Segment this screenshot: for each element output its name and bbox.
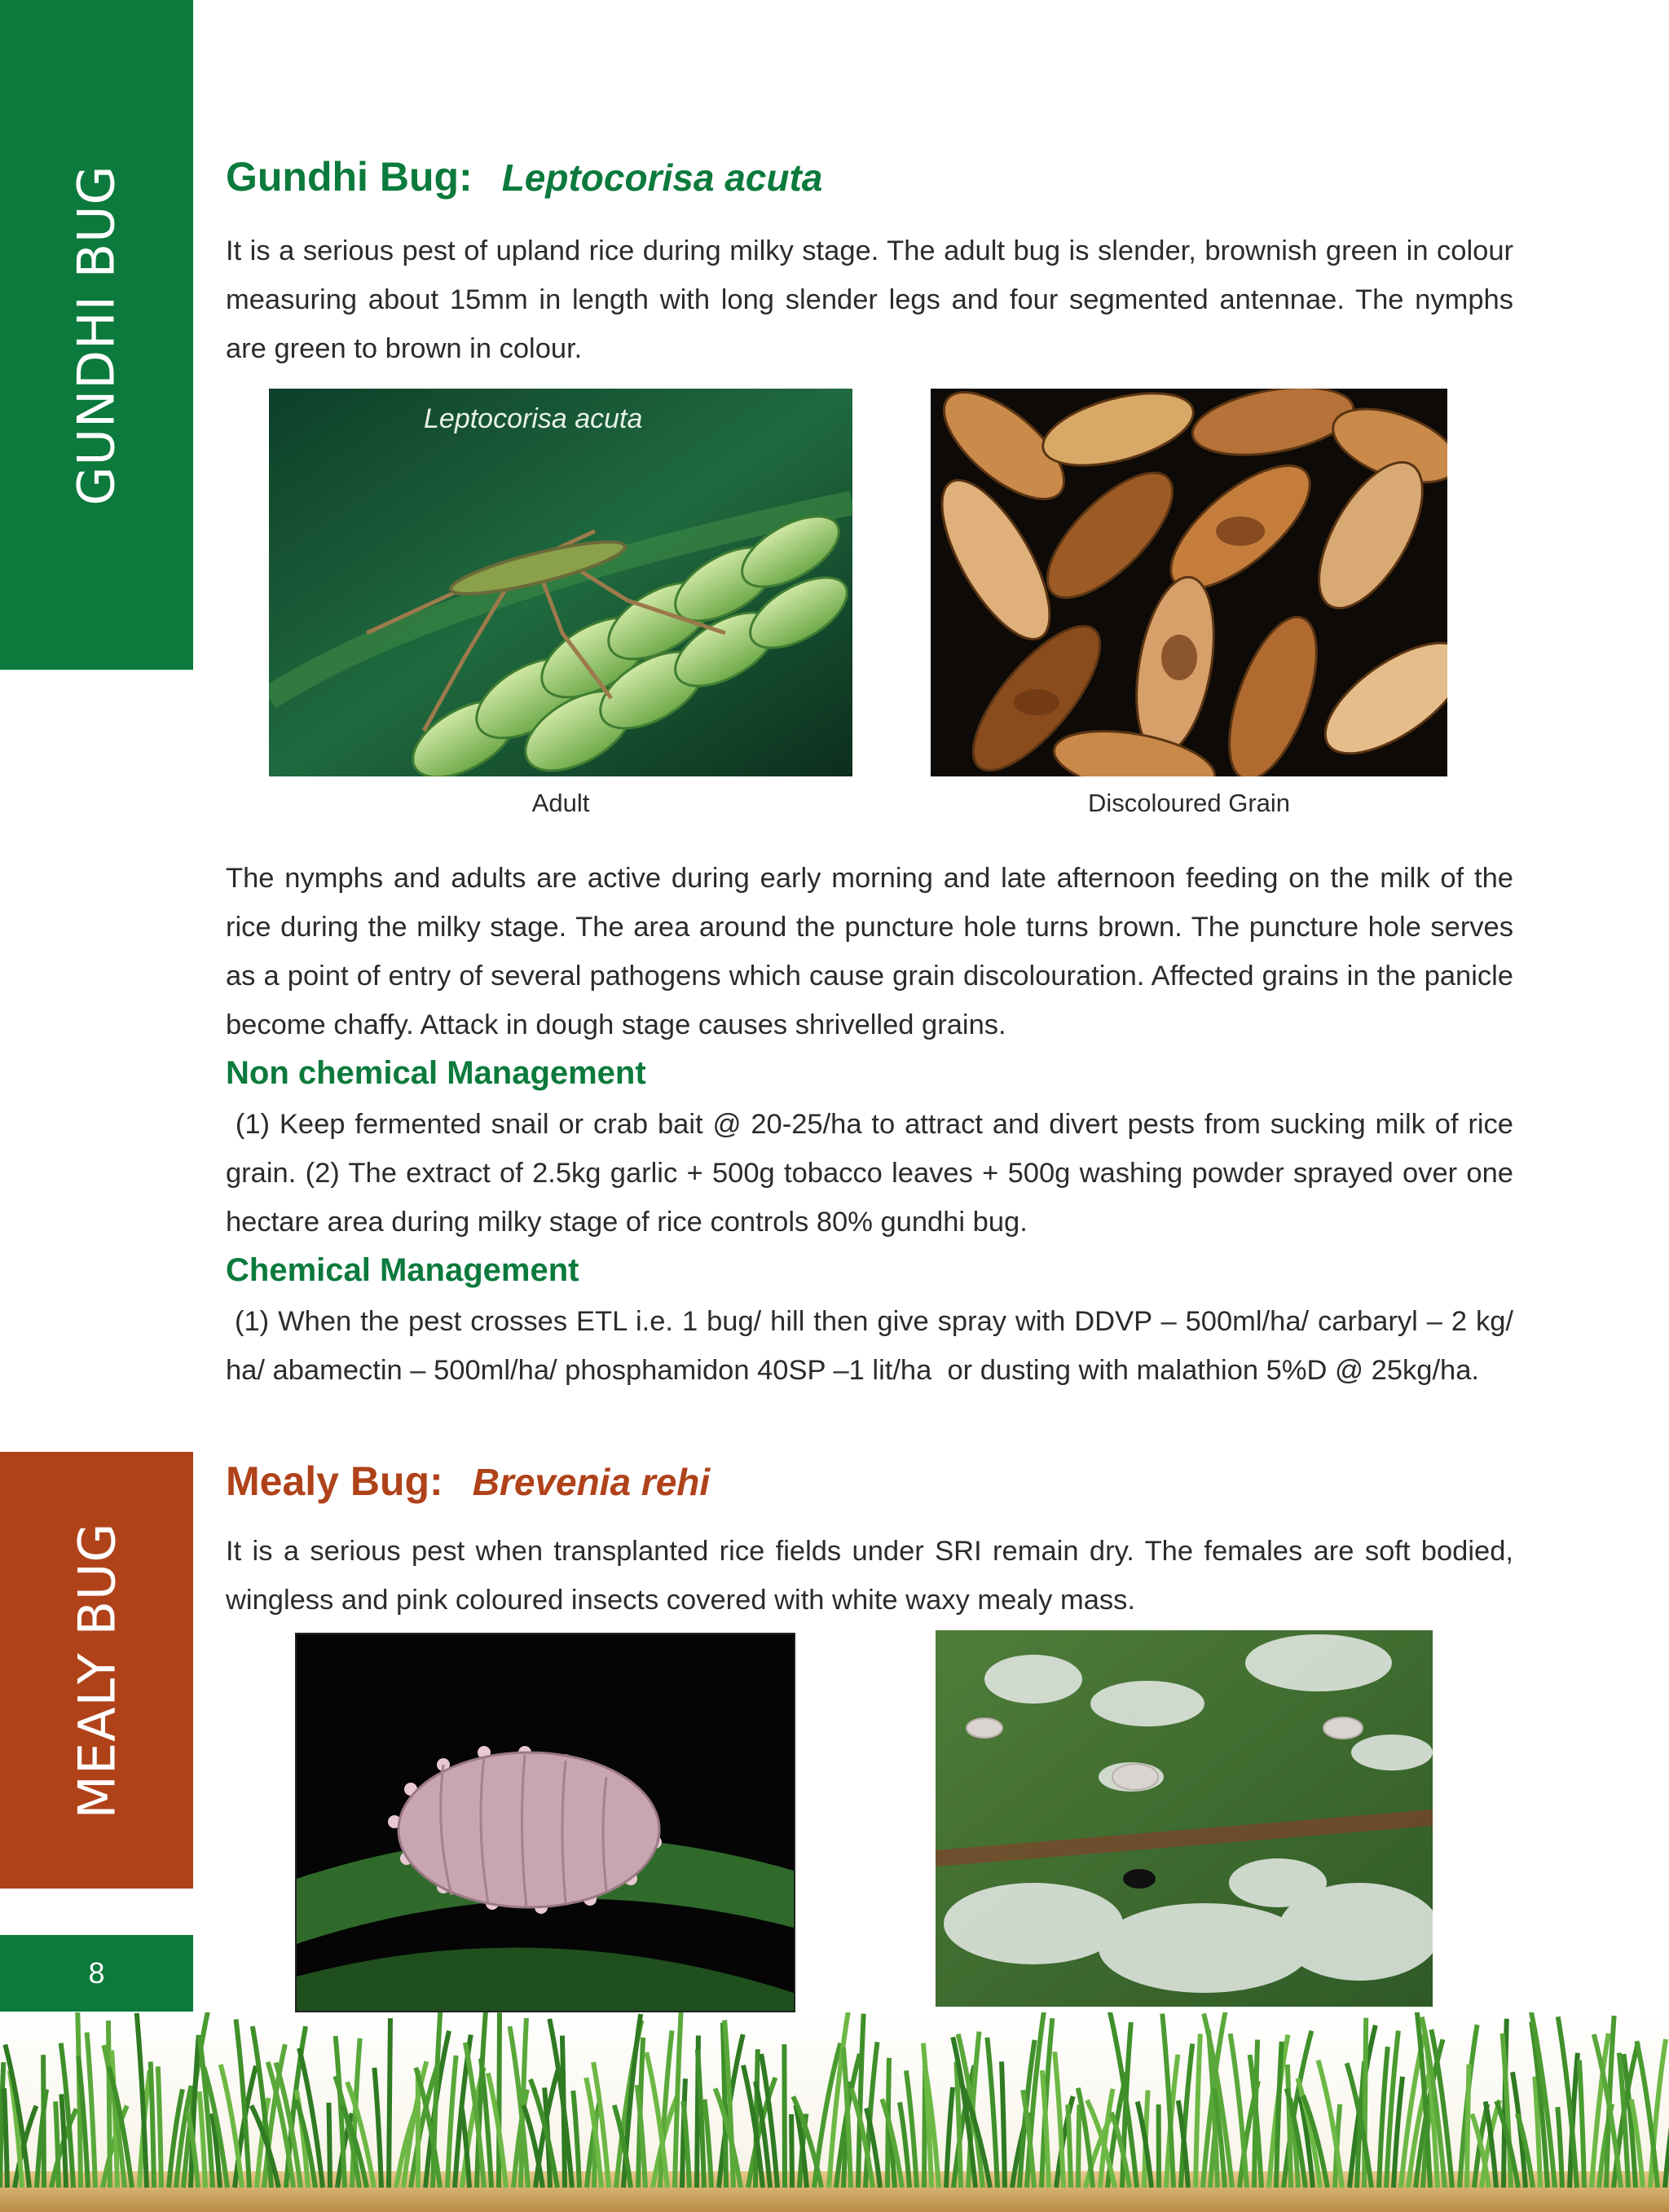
- mealy-heading: [226, 1458, 1513, 1504]
- grass-blade: [1002, 2061, 1005, 2188]
- rice-field-decoration: [0, 2012, 1669, 2212]
- grass-blade: [1068, 2104, 1071, 2188]
- scientific-name: Leptocorisa acuta: [501, 156, 823, 199]
- grass-blade: [55, 2101, 59, 2188]
- caption-discoloured-grain: Discoloured Grain: [1087, 789, 1291, 817]
- side-tab-label: MEALY BUG: [67, 1522, 126, 1818]
- grass-blade: [1467, 2065, 1469, 2188]
- side-tab-mealy-bug: [0, 1452, 193, 1889]
- side-tab-gundhi-bug: [0, 0, 193, 670]
- mealy-intro: It is a serious pest when transplanted rice fields under SRI remain dry. The females are soft bodied, wingless and pink coloured insects covered with white waxy mealy mass.: [226, 1536, 1513, 1616]
- non-chemical-text: (1) Keep fermented snail or crab bait @ 20-25/ha to attract and divert pests from sucking milk of rice grain. (2) The extract of 2.5kg garlic + 500g tobacco leaves + 500g washing powder sprayed over one hectare area during milky stage of rice controls 80% gundhi bug.: [226, 1109, 1513, 1238]
- photo-overlay-label: Leptocorisa acuta: [424, 403, 643, 434]
- grass-blade: [389, 2018, 390, 2188]
- grass-blade: [784, 2044, 785, 2188]
- gundhi-heading: [226, 154, 1513, 200]
- photo-adult-bug: [269, 389, 852, 776]
- non-chemical-heading: Non chemical Management: [226, 1055, 646, 1091]
- photo-discoloured-grain: [931, 389, 1447, 776]
- grass-blade: [1078, 2104, 1079, 2188]
- chemical-text: (1) When the pest crosses ETL i.e. 1 bug/ hill then give spray with DDVP – 500ml/ha/ carbaryl – 2 kg/ ha/ abamectin – 500ml/ha/ phosphamidon 40SP –1 lit/ha or dusting with malathion 5%D @ 25kg/ha.: [226, 1306, 1513, 1386]
- grass-blade: [791, 2114, 792, 2188]
- grass-blade: [108, 2021, 110, 2188]
- caption-adult: Adult: [531, 789, 590, 817]
- grass-blade: [4, 2088, 7, 2188]
- grass-blade: [499, 2012, 500, 2188]
- photo-adult-female: [295, 1633, 795, 2012]
- grass-blade: [43, 2055, 44, 2188]
- section-title: Mealy Bug:: [226, 1458, 443, 1504]
- section-title: Gundhi Bug:: [226, 154, 473, 200]
- gundhi-damage-text: The nymphs and adults are active during early morning and late afternoon feeding on the milk of the rice during the milky stage. The area around the puncture hole turns brown. The puncture hole serves as a point of entry of several pathogens which cause grain discolouration. Affected grains in the panicle become chaffy. Attack in dough stage causes shrivelled grains.: [226, 863, 1513, 1040]
- grass-blade: [328, 2103, 330, 2188]
- side-tab-label: GUNDHI BUG: [67, 164, 126, 506]
- chemical-heading: Chemical Management: [226, 1252, 579, 1288]
- scientific-name: Brevenia rehi: [472, 1461, 711, 1503]
- page-number: 8: [0, 1935, 193, 2012]
- photo-infected-stem: [936, 1630, 1433, 2007]
- gundhi-intro: It is a serious pest of upland rice during milky stage. The adult bug is slender, brownish green in colour measuring about 15mm in length with long slender legs and four segmented antennae. The nymphs are green to brown in colour.: [226, 235, 1513, 364]
